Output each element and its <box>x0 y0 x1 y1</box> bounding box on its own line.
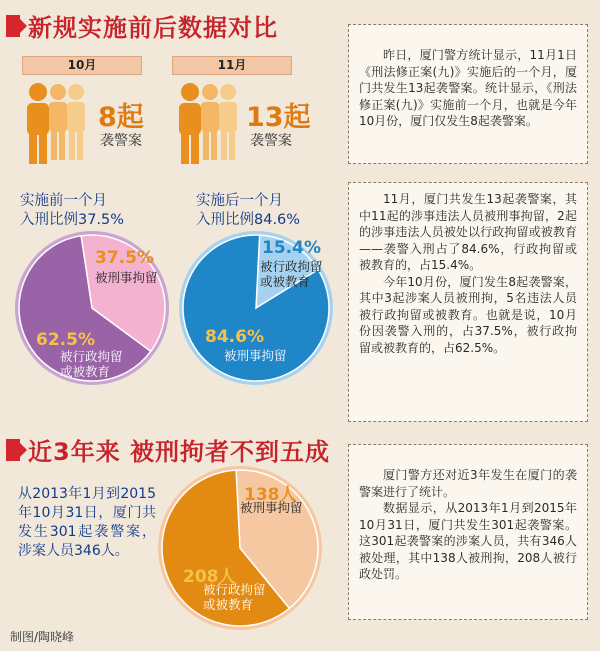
note-box-1: 昨日，厦门警方统计显示，11月1日《刑法修正案(九)》实施后的一个月，厦门共发生13起袭警案。统计显示，《刑法修正案(九)》实施前一个月，也就是今年10月份，厦门仅发生8起袭警案。 <box>348 24 588 164</box>
pie3-slice2-label: 被行政拘留 或被教育 <box>203 582 266 612</box>
pie-before-slice2-label: 被行政拘留 或被教育 <box>60 349 123 379</box>
title-marker-icon <box>6 439 20 461</box>
note-box-2: 11月，厦门共发生13起袭警案，其中11起的涉事违法人员被刑事拘留，2起的涉事违法人员被处以行政拘留或被教育——袭警入刑占了84.6%，行政拘留或被教育的，占15.4%。 今年10月份，厦门发生8起袭警案，其中3起涉案人员被刑拘，5名违法人员被行政拘留或被教育。也就是说，10月份因袭警入刑的，占37.5%，被行政拘留或被教育的，占62.5%。 <box>348 182 588 422</box>
three-year-summary: 从2013年1月到2015年10月31日，厦门共发生301起袭警案，涉案人员346人。 <box>18 486 156 559</box>
pie3-slice1-label: 被刑事拘留 <box>240 500 303 515</box>
after-ratio-heading: 实施后一个月 入刑比例84.6% <box>196 193 301 228</box>
pie3-slice1-value: 138人 <box>244 485 297 505</box>
section2-title: 近3年来 被刑拘者不到五成 <box>6 432 330 467</box>
month-label-oct: 10月 <box>22 56 142 75</box>
before-ratio-heading: 实施前一个月 入刑比例37.5% <box>20 193 125 228</box>
section1-title: 新规实施前后数据对比 <box>6 8 278 43</box>
pie3-slice2-value: 208人 <box>183 567 236 587</box>
pie-after-slice2-label: 被刑事拘留 <box>224 348 287 363</box>
graphic-credit: 制图/陶晓峰 <box>10 630 75 644</box>
pie-after-slice1-label: 被行政拘留 或被教育 <box>260 259 323 289</box>
pie-before-slice1-label: 被刑事拘留 <box>95 270 158 285</box>
pie-before-slice2-pct: 62.5% <box>36 330 95 350</box>
pie-after-slice1-pct: 15.4% <box>262 238 321 258</box>
count-oct: 8起 <box>98 102 144 133</box>
count-nov: 13起 <box>246 102 311 133</box>
note-box-3: 厦门警方还对近3年发生在厦门的袭警案进行了统计。 数据显示，从2013年1月到2015年10月31日，厦门共发生301起袭警案。这301起袭警案的涉案人员，共有346人被处理，其中138人被刑拘，208人被行政处罚。 <box>348 444 588 620</box>
month-label-nov: 11月 <box>172 56 292 75</box>
count-label-nov: 袭警案 <box>250 133 292 149</box>
count-label-oct: 袭警案 <box>100 133 142 149</box>
pie-after-slice2-pct: 84.6% <box>205 327 264 347</box>
pie-before-slice1-pct: 37.5% <box>95 248 154 268</box>
